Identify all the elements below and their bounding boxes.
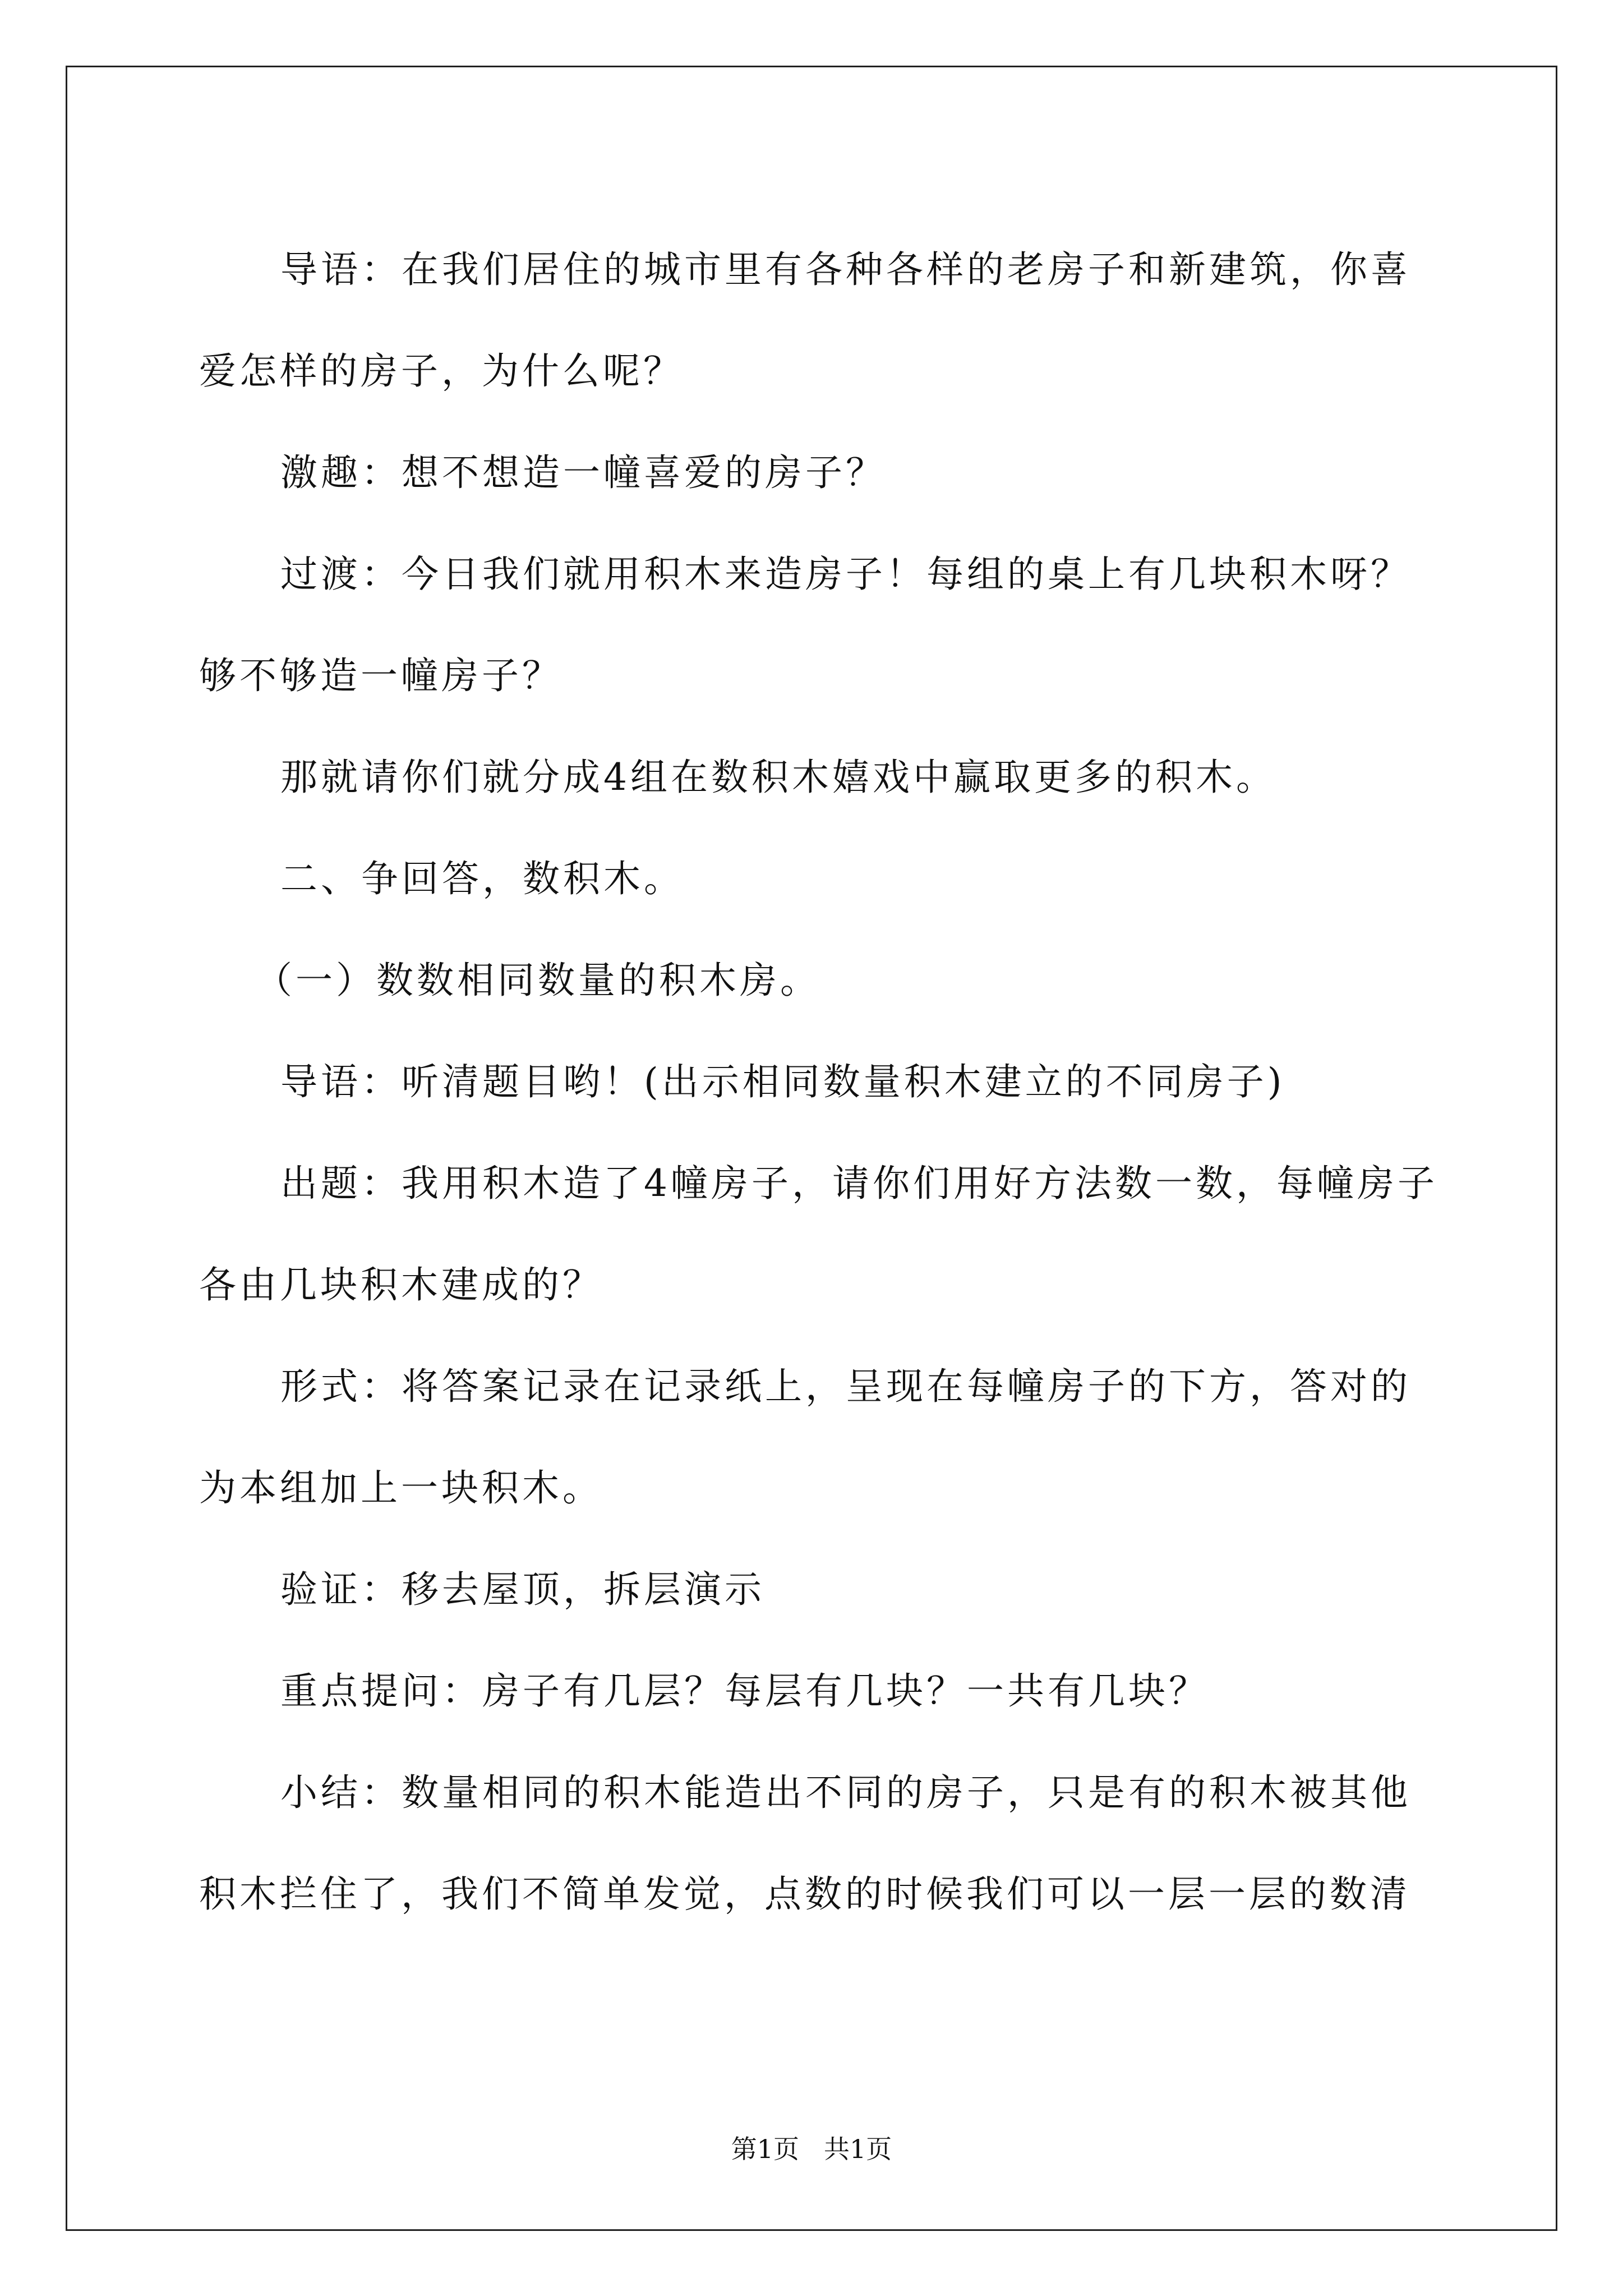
document-body [199, 219, 1438, 1945]
paragraph-format: 形式：将答案记录在记录纸上，呈现在每幢房子的下方，答对的为本组加上一块积木。 [199, 1365, 1411, 1510]
paragraph-summary: 小结：数量相同的积木能造出不同的房子，只是有的积木被其他积木拦住了，我们不简单发觉，点数的时候我们可以一层一层的数清 [199, 1771, 1411, 1916]
paragraph-verify: 验证：移去屋顶，拆层演示 [280, 1568, 765, 1611]
paragraph-intro: 导语：在我们居住的城市里有各种各样的老房子和新建筑，你喜爱怎样的房子，为什么呢？ [199, 248, 1411, 393]
paragraph-transition: 过渡：今日我们就用积木来造房子！每组的桌上有几块积木呀？够不够造一幢房子？ [199, 553, 1411, 697]
section-heading: 二、争回答，数积木。 [280, 857, 684, 900]
paragraph-guide: 导语：听清题目哟！(出示相同数量积木建立的不同房子) [280, 1060, 1285, 1103]
page-number: 第1页 [731, 2134, 799, 2164]
paragraph-question: 出题：我用积木造了4幢房子，请你们用好方法数一数，每幢房子各由几块积木建成的？ [199, 1162, 1438, 1306]
subsection-heading: （一）数数相同数量的积木房。 [255, 959, 820, 1002]
paragraph-motivation: 激趣：想不想造一幢喜爱的房子？ [280, 451, 886, 494]
paragraph-groups: 那就请你们就分成4组在数积木嬉戏中赢取更多的积木。 [280, 756, 1276, 799]
paragraph-key-questions: 重点提问：房子有几层？每层有几块？一共有几块？ [280, 1669, 1209, 1713]
page-footer [0, 2129, 1623, 2166]
page-total: 共1页 [824, 2134, 892, 2164]
